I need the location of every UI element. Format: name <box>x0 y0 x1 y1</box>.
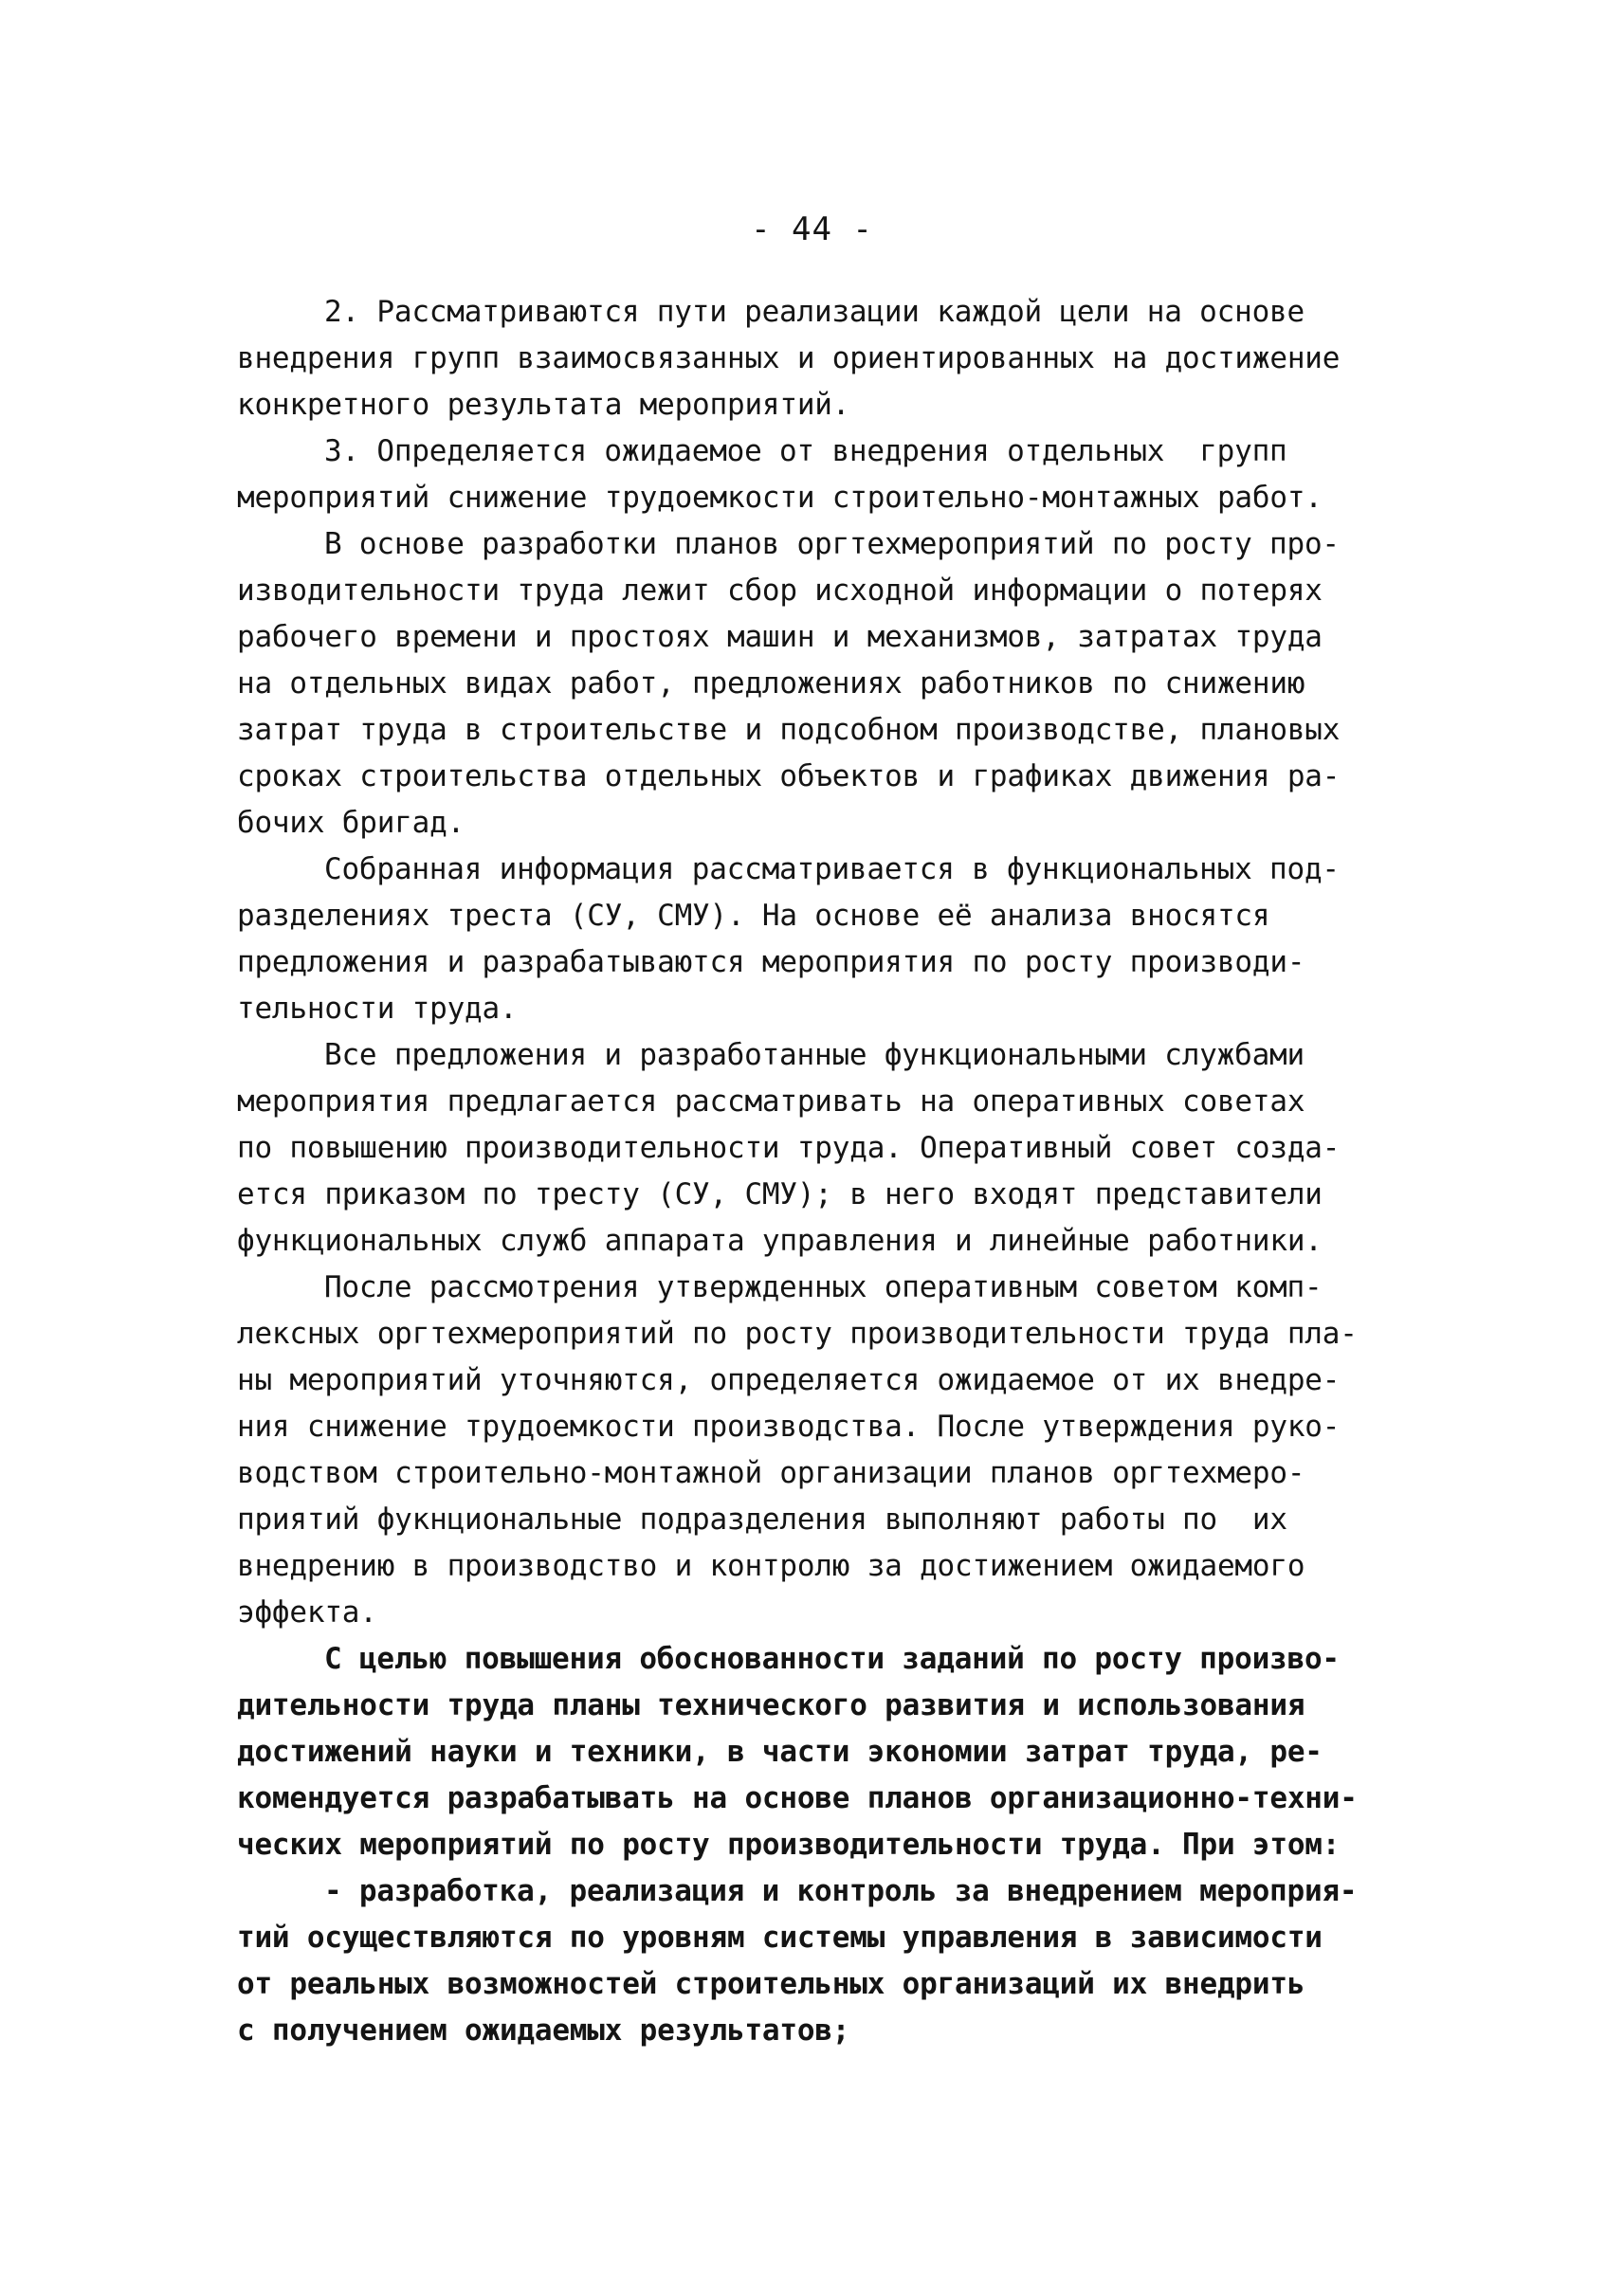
text-line: 2. Рассматриваются пути реализации каждой цели на основе <box>324 295 1305 329</box>
text-line: тельности труда. <box>237 992 518 1026</box>
text-line: функциональных служб аппарата управления и линейные работники. <box>237 1224 1323 1258</box>
paragraph-operational-council <box>237 1032 1403 1265</box>
paragraph-information-review <box>237 847 1403 1032</box>
text-line: предложения и разрабатываются мероприятия по росту производи- <box>237 945 1305 979</box>
text-line: бочих бригад. <box>237 806 465 840</box>
page-number: - 44 - <box>751 210 873 248</box>
text-line: водством строительно-монтажной организации планов оргтехмеро- <box>237 1456 1305 1490</box>
text-line: тий осуществляются по уровням системы управления в зависимости <box>237 1921 1323 1955</box>
text-line: эффекта. <box>237 1595 377 1630</box>
text-line: мероприятий снижение трудоемкости строительно-монтажных работ. <box>237 481 1323 515</box>
text-line: - разработка, реализация и контроль за внедрением мероприя- <box>324 1874 1358 1908</box>
text-line: по повышению производительности труда. Оперативный совет созда- <box>237 1131 1341 1165</box>
text-line: После рассмотрения утвержденных оперативным советом комп- <box>324 1270 1323 1304</box>
text-line: Собранная информация рассматривается в функциональных под- <box>324 852 1340 886</box>
text-line: внедрению в производство и контролю за достижением ожидаемого <box>237 1549 1305 1583</box>
text-line: ния снижение трудоемкости производства. После утверждения руко- <box>237 1410 1341 1444</box>
paragraph-plan-approval <box>237 1265 1403 1636</box>
text-line: ны мероприятий уточняются, определяется ожидаемое от их внедре- <box>237 1363 1341 1397</box>
text-line: на отдельных видах работ, предложениях работников по снижению <box>237 666 1305 701</box>
text-line: конкретного результата мероприятий. <box>237 388 850 422</box>
text-line: С целью повышения обоснованности заданий по росту произво- <box>324 1642 1340 1676</box>
text-line: сроках строительства отдельных объектов и графиках движения ра- <box>237 759 1341 793</box>
text-line: от реальных возможностей строительных организаций их внедрить <box>237 1967 1305 2001</box>
text-line: изводительности труда лежит сбор исходной информации о потерях <box>237 574 1323 608</box>
text-line: рабочего времени и простоях машин и механизмов, затратах труда <box>237 620 1323 654</box>
text-line: ется приказом по тресту (СУ, СМУ); в него входят представители <box>237 1177 1323 1211</box>
paragraph-list-item-dash <box>237 1868 1403 2054</box>
text-line: разделениях треста (СУ, СМУ). На основе её анализа вносятся <box>237 899 1270 933</box>
text-line: с получением ожидаемых результатов; <box>237 2013 850 2048</box>
text-line: В основе разработки планов оргтехмероприятий по росту про- <box>324 527 1340 561</box>
text-line: приятий фукнциональные подразделения выполняют работы по их <box>237 1503 1287 1537</box>
text-line: дительности труда планы технического развития и использования <box>237 1688 1305 1722</box>
text-line: Все предложения и разработанные функциональными службами <box>324 1038 1305 1072</box>
text-line: комендуется разрабатывать на основе планов организационно-техни- <box>237 1781 1358 1815</box>
text-line: затрат труда в строительстве и подсобном производстве, плановых <box>237 713 1341 747</box>
body-text <box>237 289 1403 2054</box>
text-line: 3. Определяется ожидаемое от внедрения отдельных групп <box>324 434 1287 468</box>
text-line: достижений науки и техники, в части экономии затрат труда, ре- <box>237 1735 1323 1769</box>
paragraph-information-collection <box>237 521 1403 847</box>
paragraph-technical-development <box>237 1636 1403 1868</box>
paragraph-item-2 <box>237 289 1403 428</box>
text-line: внедрения групп взаимосвязанных и ориентированных на достижение <box>237 341 1341 375</box>
paragraph-item-3 <box>237 428 1403 521</box>
text-line: мероприятия предлагается рассматривать на оперативных советах <box>237 1084 1305 1119</box>
text-line: лексных оргтехмероприятий по росту производительности труда пла- <box>237 1317 1358 1351</box>
text-line: ческих мероприятий по росту производительности труда. При этом: <box>237 1828 1341 1862</box>
